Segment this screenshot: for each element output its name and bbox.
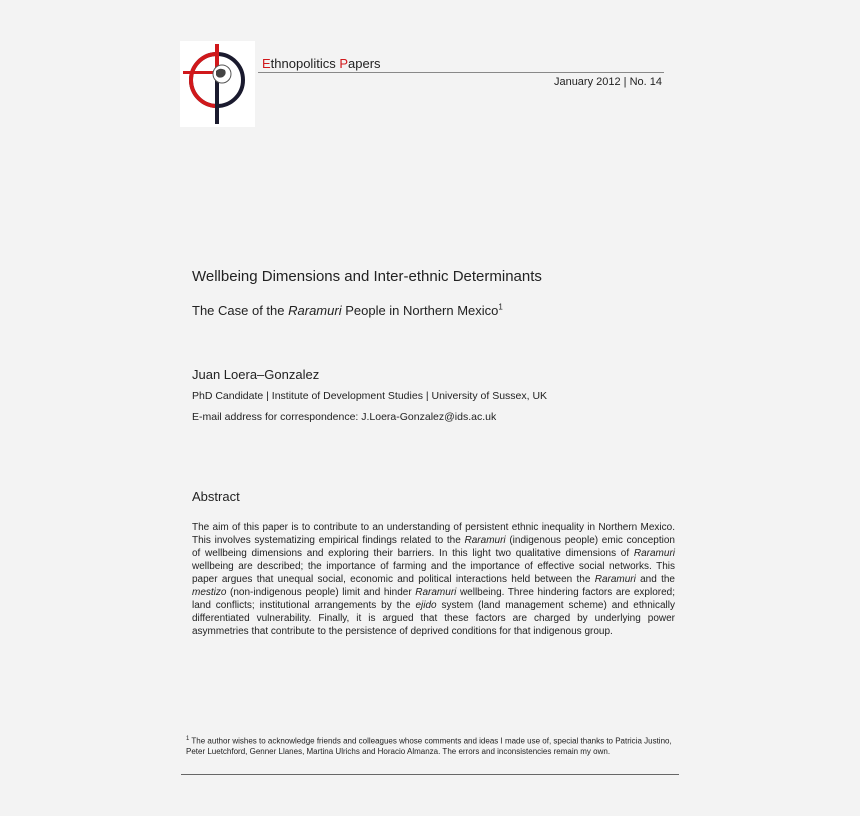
paper-title: Wellbeing Dimensions and Inter-ethnic Determinants xyxy=(192,268,542,285)
ethnopolitics-logo-icon xyxy=(180,41,255,127)
author-affiliation: PhD Candidate | Institute of Development Studies | University of Sussex, UK xyxy=(192,390,548,402)
author-email: E-mail address for correspondence: J.Loera-Gonzalez@ids.ac.uk xyxy=(192,411,497,423)
abstract-text: The aim of this paper is to contribute to an understanding of persistent ethnic inequality in Northern Mexico. This involves systematizing empirical findings related to the Raramuri (indigenous people) emic conception of wellbeing dimensions and exploring their barriers. In this light two qualitative dimensions of Raramuri wellbeing are described; the importance of farming and the importance of effective social networks. This paper argues that unequal social, economic and political interactions held between the Raramuri and the mestizo (non-indigenous people) limit and hinder Raramuri wellbeing. Three hindering factors are explored; land conflicts; institutional arrangements by the ejido system (land management scheme) and ethnically differentiated vulnerability. Finally, it is argued that these factors are charged by underlying power asymmetries that contribute to the persistence of deprived conditions for that indigenous group. xyxy=(192,522,676,637)
author-name: Juan Loera–Gonzalez xyxy=(192,367,320,382)
footnote-mark: 1 xyxy=(498,302,503,312)
abstract-heading: Abstract xyxy=(192,489,240,504)
issue-info: January 2012 | No. 14 xyxy=(553,76,662,88)
footnote: $^1$ The author wishes to acknowledge friends and colleagues whose comments and ideas I made use of, special thanks to Patricia Justino, Peter Luetchford, Genner Llanes, Martina Ulrichs and Horacio Almanza. The errors and inconsistencies remain my own. xyxy=(186,736,672,757)
series-title: Ethnopolitics Papers xyxy=(262,56,381,71)
paper-subtitle: The Case of the Raramuri People in Northern Mexico$^1$ xyxy=(192,302,503,318)
footer-rule xyxy=(181,774,679,775)
header-rule xyxy=(258,72,664,73)
